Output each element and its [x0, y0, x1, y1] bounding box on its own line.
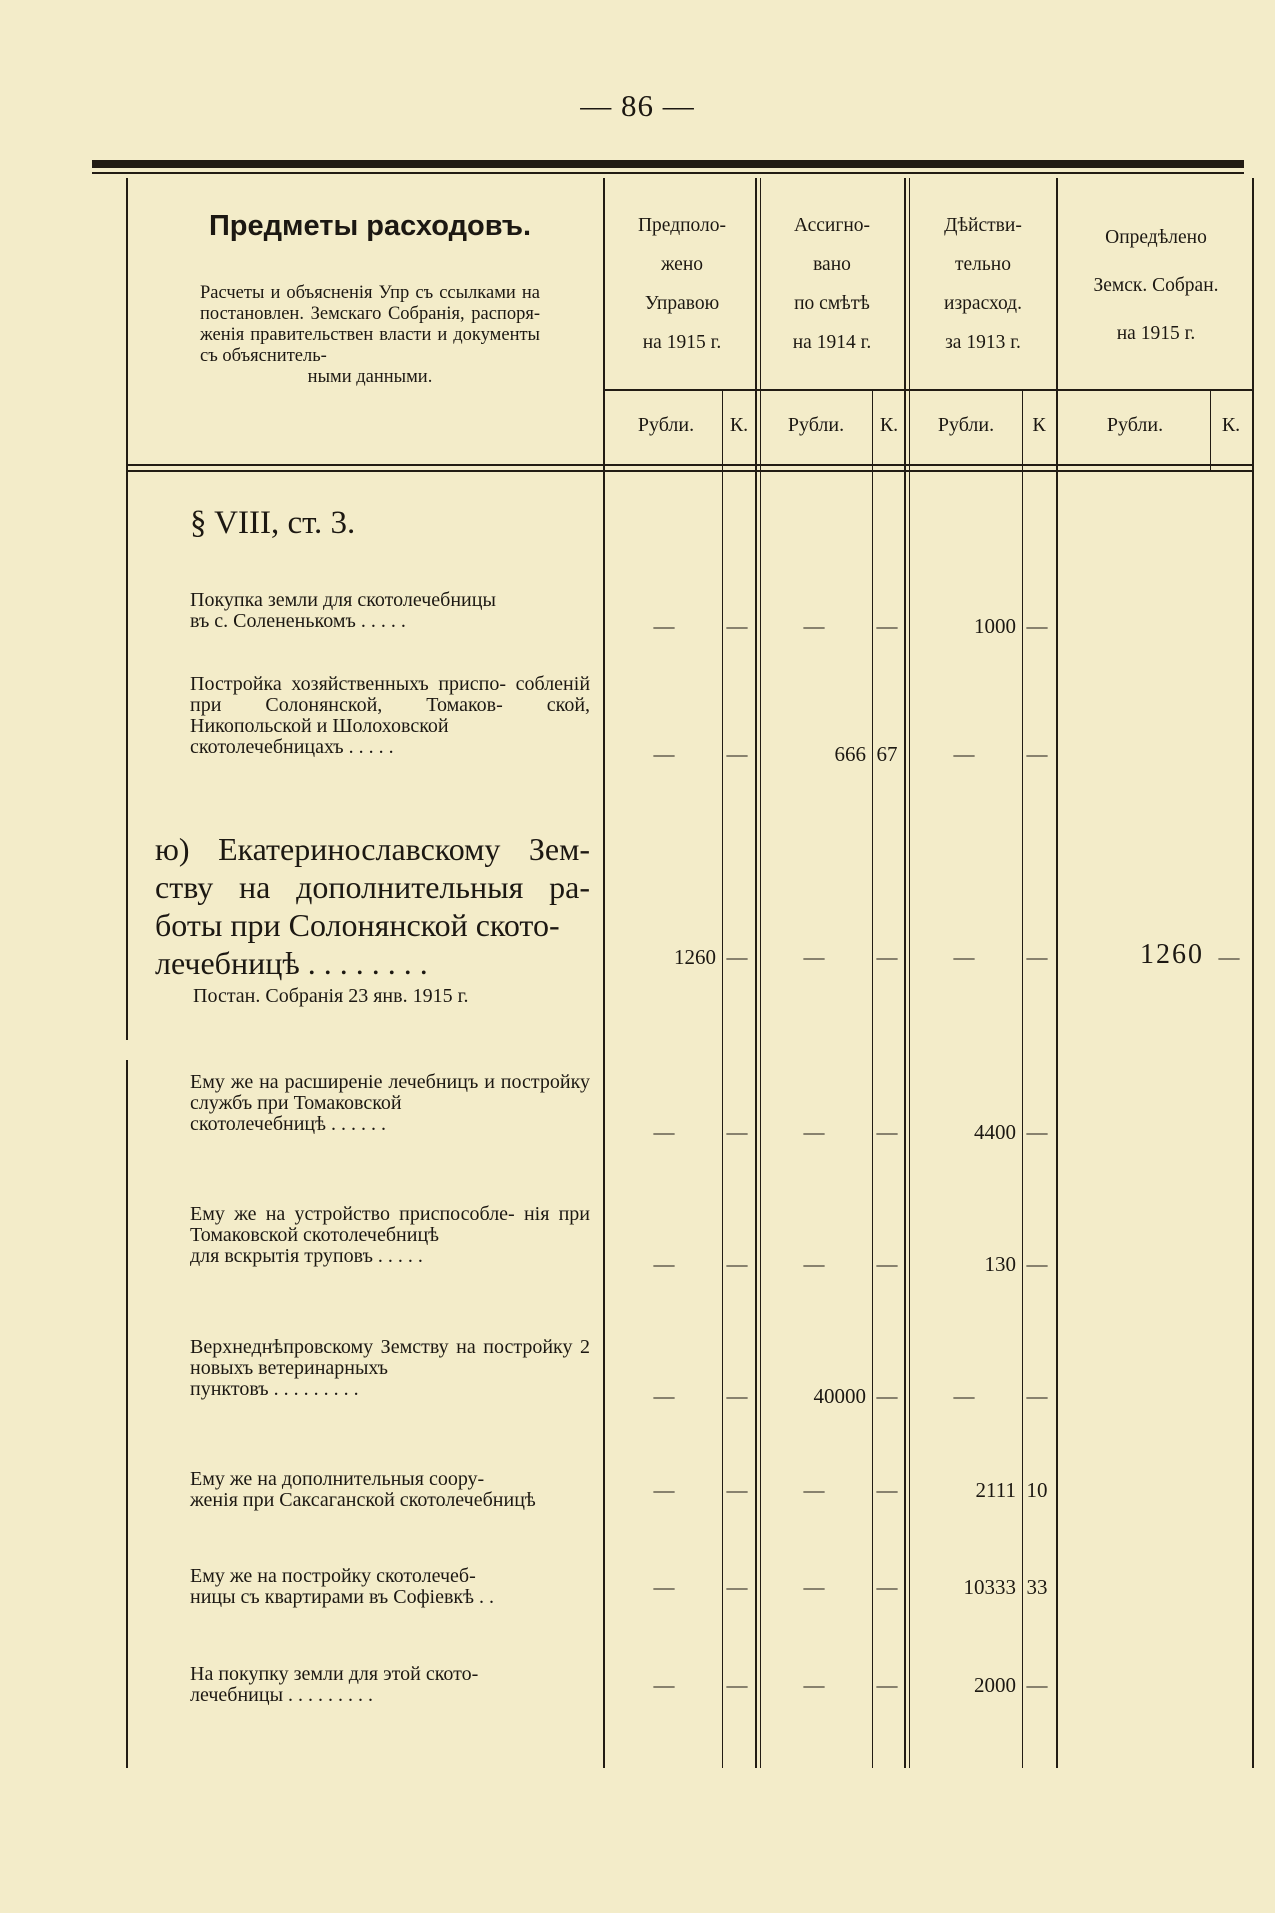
value-cell: 10: [1026, 1478, 1048, 1502]
value-cell: —: [1026, 945, 1048, 969]
value-cell: 1260: [674, 945, 716, 969]
value-cell: —: [653, 1575, 675, 1599]
value-cell: —: [726, 1673, 748, 1697]
top-rule-thin: [92, 172, 1244, 174]
row-description: Покупка земли для скотолечебницы въ с. Солененькомъ . . . . .: [190, 589, 496, 632]
subheader-kop: К.: [879, 414, 899, 436]
value-cell: 2000: [974, 1673, 1016, 1697]
value-cell: —: [803, 1120, 825, 1144]
header-desc-line: и документы съ объяснитель-: [200, 325, 540, 366]
value-cell: —: [876, 614, 898, 638]
row-description: ю) Екатеринославскому Зем- ству на дополнительныя ра- боты при Солонянской ското- лечебницѣ . . . . . . . .: [155, 831, 590, 981]
subheader-rule: [605, 389, 1252, 391]
value-cell: —: [1026, 614, 1048, 638]
kop-divider-2: [872, 390, 873, 1768]
value-cell: —: [726, 742, 748, 766]
value-cell: —: [726, 945, 748, 969]
row-description: Ему же на дополнительныя соору- женія при Саксаганской скотолечебницѣ: [190, 1468, 536, 1511]
row-description: Ему же на устройство приспособле- нія при Томаковской скотолечебницѣ для вскрытія труповъ . . . . .: [190, 1203, 591, 1267]
section-heading: § VIII, ст. 3.: [190, 505, 356, 541]
value-cell: —: [1026, 1252, 1048, 1276]
row-description: Ему же на постройку скотолечеб- ницы съ квартирами въ Софіевкѣ . .: [190, 1565, 494, 1608]
value-cell: 4400: [974, 1120, 1016, 1144]
subheader-rubles: Рубли.: [937, 414, 995, 436]
subheader-kop: К.: [1221, 414, 1241, 436]
value-cell: —: [803, 614, 825, 638]
value-cell: —: [726, 1478, 748, 1502]
kop-divider-3: [1022, 390, 1023, 1768]
column-header-spent: Дѣйстви- тельно израсход. за 1913 г.: [944, 215, 1022, 353]
subheader-rubles: Рубли.: [787, 414, 845, 436]
value-cell: —: [726, 1252, 748, 1276]
header-desc-line: ными данными.: [307, 367, 433, 387]
value-cell: —: [726, 1120, 748, 1144]
table-left-border-lower: [126, 1060, 128, 1768]
col-divider-1: [603, 178, 605, 1768]
value-cell: —: [726, 614, 748, 638]
row-description: Ему же на расширеніе лечебницъ и постройку службъ при Томаковской скотолечебницѣ . . . . . .: [190, 1071, 591, 1135]
subheader-rubles: Рубли.: [1106, 414, 1164, 436]
value-cell: —: [803, 1478, 825, 1502]
kop-divider-1: [722, 390, 723, 1768]
value-cell: —: [653, 1120, 675, 1144]
value-cell: —: [653, 742, 675, 766]
value-cell: —: [726, 1384, 748, 1408]
value-cell: —: [876, 1673, 898, 1697]
value-cell: —: [653, 1673, 675, 1697]
value-cell: 67: [876, 742, 898, 766]
decree-note: Постан. Собранія 23 янв. 1915 г.: [193, 985, 469, 1007]
value-cell: 130: [984, 1252, 1016, 1276]
value-cell: —: [803, 1252, 825, 1276]
column-header-proposed: Предполо- жено Управою на 1915 г.: [637, 215, 727, 353]
col-divider-2b: [760, 178, 761, 1768]
row-description: На покупку земли для этой ското- лечебницы . . . . . . . . .: [190, 1663, 479, 1706]
value-cell: —: [653, 1478, 675, 1502]
col-divider-3b: [909, 178, 910, 1768]
column-header-assigned: Ассигно- вано по смѣтѣ на 1914 г.: [792, 215, 872, 353]
value-cell: —: [653, 1252, 675, 1276]
header-bottom-rule-2: [126, 470, 1254, 472]
value-cell: —: [1026, 1120, 1048, 1144]
value-cell: —: [1026, 1384, 1048, 1408]
header-desc-line: Расчеты и объясненія Упр: [200, 283, 410, 303]
value-cell: —: [876, 1120, 898, 1144]
header-desc-line: съ ссылками на постановлен.: [200, 283, 541, 324]
value-cell: —: [876, 1575, 898, 1599]
value-cell: —: [653, 1384, 675, 1408]
header-desc-line: женія правительствен власти: [200, 325, 432, 345]
value-cell: —: [953, 945, 975, 969]
value-cell: —: [1218, 945, 1240, 969]
value-cell: 40000: [813, 1384, 866, 1408]
value-cell: 1260: [1140, 939, 1204, 970]
value-cell: 33: [1026, 1575, 1048, 1599]
row-description: Постройка хозяйственныхъ приспо- собленій при Солонянской, Томаков- ской, Никопольской и Шолоховской скотолечебницахъ . . . . .: [190, 673, 591, 758]
value-cell: —: [876, 1252, 898, 1276]
value-cell: —: [803, 1673, 825, 1697]
value-cell: 10333: [963, 1575, 1016, 1599]
value-cell: —: [876, 945, 898, 969]
value-cell: —: [876, 1478, 898, 1502]
col-divider-4: [1056, 178, 1058, 1768]
table-left-border: [126, 178, 128, 1040]
top-rule-thick: [92, 160, 1244, 168]
value-cell: 666: [834, 742, 866, 766]
kop-divider-4: [1210, 390, 1211, 470]
value-cell: —: [1026, 742, 1048, 766]
subheader-rubles: Рубли.: [637, 414, 695, 436]
header-desc-line: Земскаго Собранія, распоря-: [310, 304, 541, 324]
value-cell: —: [803, 1575, 825, 1599]
page-number: — 86 —: [580, 88, 695, 123]
value-cell: 1000: [974, 614, 1016, 638]
subheader-kop: К: [1032, 414, 1046, 436]
header-bottom-rule-1: [126, 464, 1254, 466]
value-cell: —: [653, 614, 675, 638]
value-cell: —: [953, 1384, 975, 1408]
col-divider-2: [755, 178, 757, 1768]
table-right-border: [1252, 178, 1254, 1768]
value-cell: 2111: [975, 1478, 1016, 1502]
row-description: Верхнеднѣпровскому Земству на постройку 2 новыхъ ветеринарныхъ пунктовъ . . . . . . . . .: [190, 1336, 590, 1400]
col-divider-3: [904, 178, 906, 1768]
header-description: [200, 283, 540, 388]
column-header-approved: Опредѣлено Земск. Собран. на 1915 г.: [1093, 227, 1219, 344]
header-title: Предметы расходовъ.: [208, 210, 532, 242]
value-cell: —: [803, 945, 825, 969]
value-cell: —: [726, 1575, 748, 1599]
subheader-kop: К.: [729, 414, 749, 436]
value-cell: —: [876, 1384, 898, 1408]
value-cell: —: [953, 742, 975, 766]
value-cell: —: [1026, 1673, 1048, 1697]
